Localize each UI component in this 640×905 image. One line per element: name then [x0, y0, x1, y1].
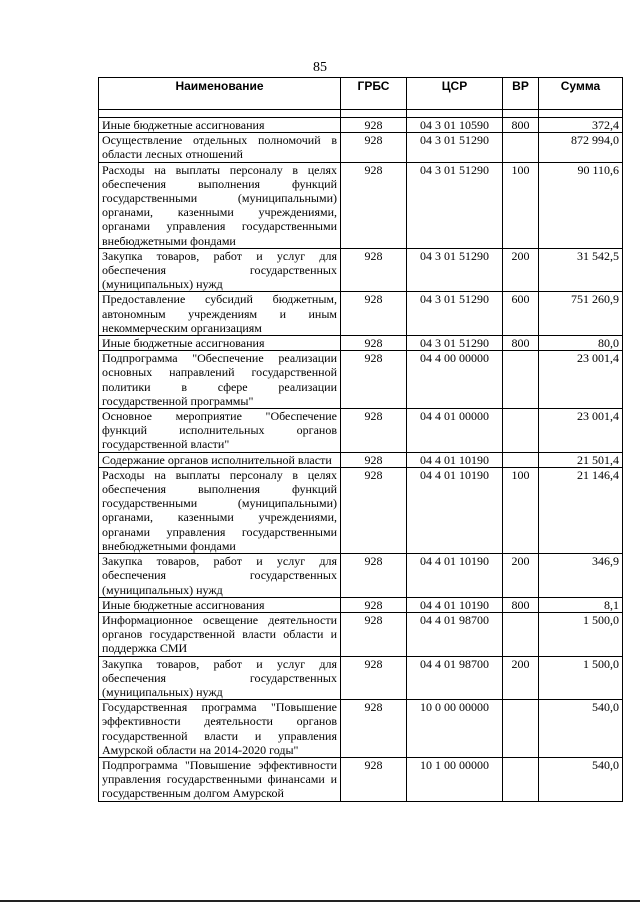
- page-bottom-edge: [0, 900, 640, 902]
- cell-vr: [503, 351, 539, 409]
- cell-name: Основное мероприятие "Обеспечение функций исполнительных органов государственной власти": [99, 409, 341, 453]
- cell-vr: 600: [503, 292, 539, 336]
- cell-sum: 872 994,0: [539, 133, 623, 162]
- table-row: [99, 162, 623, 248]
- cell-name: Предоставление субсидий бюджетным, автономным учреждениям и иным некоммерческим организациям: [99, 292, 341, 336]
- cell-csr: 04 4 01 10190: [407, 467, 503, 553]
- cell-name: Иные бюджетные ассигнования: [99, 118, 341, 133]
- table-row: [99, 656, 623, 700]
- cell-sum: 8,1: [539, 597, 623, 612]
- cell-sum: 21 501,4: [539, 452, 623, 467]
- cell-grbs: 928: [341, 248, 407, 292]
- cell-sum: 80,0: [539, 336, 623, 351]
- header-gap-row: [99, 110, 623, 118]
- header-name: Наименование: [99, 78, 341, 110]
- cell-grbs: 928: [341, 133, 407, 162]
- table-row: [99, 554, 623, 598]
- cell-name: Информационное освещение деятельности органов государственной власти области и поддержка СМИ: [99, 612, 341, 656]
- cell-vr: 200: [503, 554, 539, 598]
- cell-sum: 751 260,9: [539, 292, 623, 336]
- cell-grbs: 928: [341, 656, 407, 700]
- cell-sum: 90 110,6: [539, 162, 623, 248]
- cell-sum: 21 146,4: [539, 467, 623, 553]
- cell-grbs: 928: [341, 292, 407, 336]
- cell-grbs: 928: [341, 467, 407, 553]
- cell-vr: 200: [503, 656, 539, 700]
- header-grbs: ГРБС: [341, 78, 407, 110]
- cell-csr: 04 4 01 10190: [407, 597, 503, 612]
- cell-name: Содержание органов исполнительной власти: [99, 452, 341, 467]
- budget-table: [98, 77, 623, 802]
- cell-grbs: 928: [341, 452, 407, 467]
- cell-sum: 31 542,5: [539, 248, 623, 292]
- cell-name: Закупка товаров, работ и услуг для обеспечения государственных (муниципальных) нужд: [99, 248, 341, 292]
- cell-csr: 04 4 01 98700: [407, 656, 503, 700]
- table-row: [99, 248, 623, 292]
- cell-grbs: 928: [341, 597, 407, 612]
- cell-name: Расходы на выплаты персоналу в целях обеспечения выполнения функций государственными (муниципальными) органами, казенными учреждениями, органами управления государственными внебюджетными фондами: [99, 162, 341, 248]
- cell-name: Иные бюджетные ассигнования: [99, 336, 341, 351]
- cell-grbs: 928: [341, 162, 407, 248]
- cell-name: Закупка товаров, работ и услуг для обеспечения государственных (муниципальных) нужд: [99, 656, 341, 700]
- cell-grbs: 928: [341, 700, 407, 758]
- cell-name: Иные бюджетные ассигнования: [99, 597, 341, 612]
- table-row: [99, 467, 623, 553]
- table-body: [99, 118, 623, 802]
- table-row: [99, 336, 623, 351]
- cell-sum: 346,9: [539, 554, 623, 598]
- cell-sum: 23 001,4: [539, 351, 623, 409]
- page-number: 85: [313, 60, 327, 75]
- cell-vr: [503, 133, 539, 162]
- cell-sum: 23 001,4: [539, 409, 623, 453]
- cell-csr: 04 3 01 51290: [407, 292, 503, 336]
- table-row: [99, 700, 623, 758]
- cell-sum: 540,0: [539, 700, 623, 758]
- cell-grbs: 928: [341, 757, 407, 801]
- cell-csr: 04 3 01 51290: [407, 162, 503, 248]
- cell-grbs: 928: [341, 118, 407, 133]
- cell-vr: 800: [503, 118, 539, 133]
- cell-csr: 04 4 01 00000: [407, 409, 503, 453]
- cell-csr: 04 3 01 51290: [407, 248, 503, 292]
- cell-sum: 540,0: [539, 757, 623, 801]
- table-row: [99, 597, 623, 612]
- table-header-row: [99, 78, 623, 110]
- cell-csr: 10 0 00 00000: [407, 700, 503, 758]
- cell-name: Государственная программа "Повышение эффективности деятельности органов государственной власти и управления Амурской области на 2014-2020 годы": [99, 700, 341, 758]
- table-row: [99, 612, 623, 656]
- table-row: [99, 118, 623, 133]
- budget-table-container: [98, 77, 623, 802]
- cell-name: Закупка товаров, работ и услуг для обеспечения государственных (муниципальных) нужд: [99, 554, 341, 598]
- table-row: [99, 452, 623, 467]
- cell-vr: [503, 757, 539, 801]
- cell-vr: 800: [503, 597, 539, 612]
- cell-grbs: 928: [341, 336, 407, 351]
- header-sum: Сумма: [539, 78, 623, 110]
- cell-grbs: 928: [341, 351, 407, 409]
- cell-grbs: 928: [341, 409, 407, 453]
- cell-csr: 04 4 01 10190: [407, 554, 503, 598]
- cell-csr: 04 4 00 00000: [407, 351, 503, 409]
- cell-csr: 04 4 01 98700: [407, 612, 503, 656]
- cell-name: Осуществление отдельных полномочий в области лесных отношений: [99, 133, 341, 162]
- cell-vr: 100: [503, 162, 539, 248]
- cell-vr: [503, 452, 539, 467]
- cell-vr: [503, 700, 539, 758]
- cell-csr: 04 3 01 51290: [407, 133, 503, 162]
- cell-vr: [503, 612, 539, 656]
- cell-csr: 04 3 01 10590: [407, 118, 503, 133]
- cell-vr: 200: [503, 248, 539, 292]
- cell-vr: [503, 409, 539, 453]
- cell-csr: 04 3 01 51290: [407, 336, 503, 351]
- cell-sum: 1 500,0: [539, 656, 623, 700]
- table-row: [99, 409, 623, 453]
- header-csr: ЦСР: [407, 78, 503, 110]
- cell-name: Расходы на выплаты персоналу в целях обеспечения выполнения функций государственными (муниципальными) органами, казенными учреждениями, органами управления государственными внебюджетными фондами: [99, 467, 341, 553]
- cell-sum: 372,4: [539, 118, 623, 133]
- cell-name: Подпрограмма "Повышение эффективности управления государственными финансами и государственным долгом Амурской: [99, 757, 341, 801]
- table-row: [99, 351, 623, 409]
- cell-grbs: 928: [341, 612, 407, 656]
- cell-csr: 04 4 01 10190: [407, 452, 503, 467]
- table-row: [99, 133, 623, 162]
- header-vr: ВР: [503, 78, 539, 110]
- cell-vr: 800: [503, 336, 539, 351]
- cell-name: Подпрограмма "Обеспечение реализации основных направлений государственной политики в сфере реализации государственной программы": [99, 351, 341, 409]
- table-row: [99, 757, 623, 801]
- cell-grbs: 928: [341, 554, 407, 598]
- cell-sum: 1 500,0: [539, 612, 623, 656]
- table-row: [99, 292, 623, 336]
- cell-csr: 10 1 00 00000: [407, 757, 503, 801]
- cell-vr: 100: [503, 467, 539, 553]
